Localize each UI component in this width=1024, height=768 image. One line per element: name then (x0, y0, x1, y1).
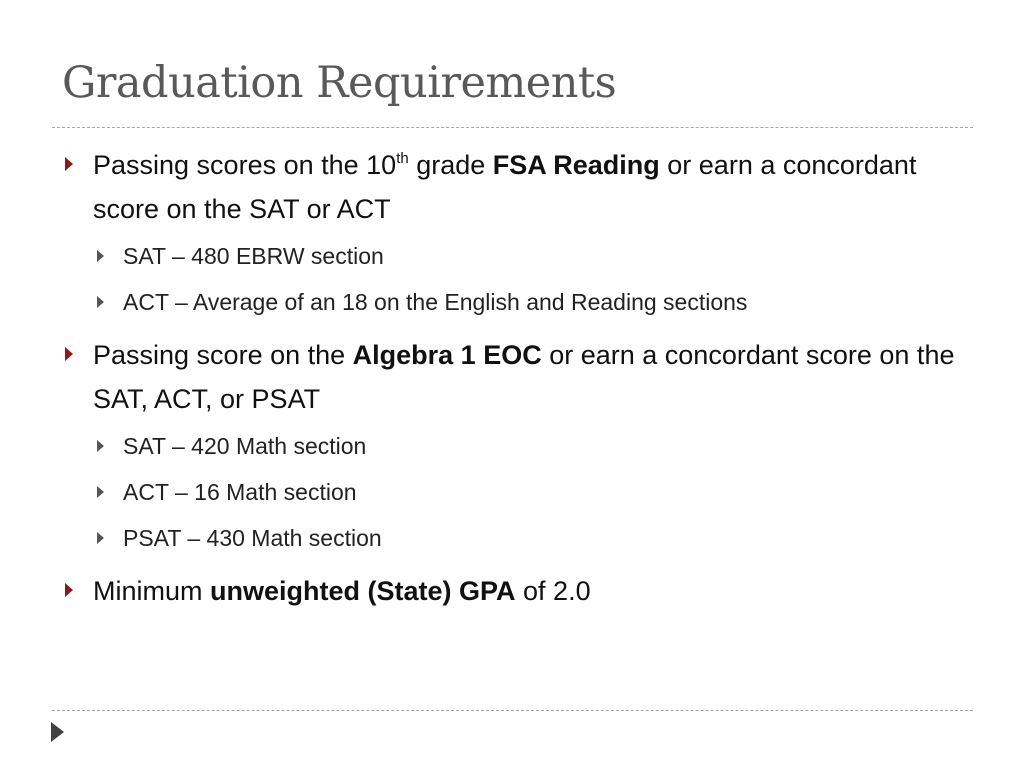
subbullet-arrow-icon (97, 296, 104, 308)
bullet-text: or earn a concordant score on the SAT or ACT (93, 150, 917, 224)
bullet-text: Passing scores on the 10 (93, 150, 397, 180)
bold-term: Algebra 1 EOC (352, 340, 542, 370)
bullet-text: Passing score on the (93, 340, 353, 370)
subbullet-sat-math (60, 423, 960, 469)
play-arrow-icon[interactable] (51, 722, 64, 742)
subbullet-text: ACT – 16 Math section (123, 479, 357, 505)
subbullet-text: ACT – Average of an 18 on the English and Reading sections (123, 289, 748, 315)
bullet-fsa-reading (60, 143, 960, 231)
subbullet-text: SAT – 420 Math section (123, 433, 367, 459)
bullet-text: Minimum (93, 576, 211, 606)
superscript: th (396, 150, 409, 167)
subbullet-act-reading (60, 279, 960, 325)
bullet-arrow-icon (65, 347, 73, 361)
bullet-list (60, 143, 960, 615)
footer-divider (52, 710, 973, 711)
bullet-arrow-icon (65, 157, 73, 171)
bullet-arrow-icon (65, 583, 73, 597)
bullet-text: of 2.0 (515, 576, 591, 606)
subbullet-text: PSAT – 430 Math section (123, 525, 382, 551)
subbullet-arrow-icon (97, 532, 104, 544)
title-divider (52, 127, 973, 128)
bullet-algebra-eoc (60, 333, 960, 421)
subbullet-arrow-icon (97, 250, 104, 262)
bold-term: FSA Reading (492, 150, 660, 180)
slide-title: Graduation Requirements (62, 58, 617, 108)
subbullet-arrow-icon (97, 440, 104, 452)
subbullet-text: SAT – 480 EBRW section (123, 243, 384, 269)
bold-term: unweighted (State) GPA (210, 576, 516, 606)
subbullet-act-math (60, 469, 960, 515)
bullet-text: or earn a concordant score on the SAT, ACT, or PSAT (93, 340, 955, 414)
bullet-text: grade (408, 150, 493, 180)
bullet-gpa (60, 569, 960, 613)
subbullet-psat-math (60, 515, 960, 561)
subbullet-arrow-icon (97, 486, 104, 498)
subbullet-sat-ebrw (60, 233, 960, 279)
